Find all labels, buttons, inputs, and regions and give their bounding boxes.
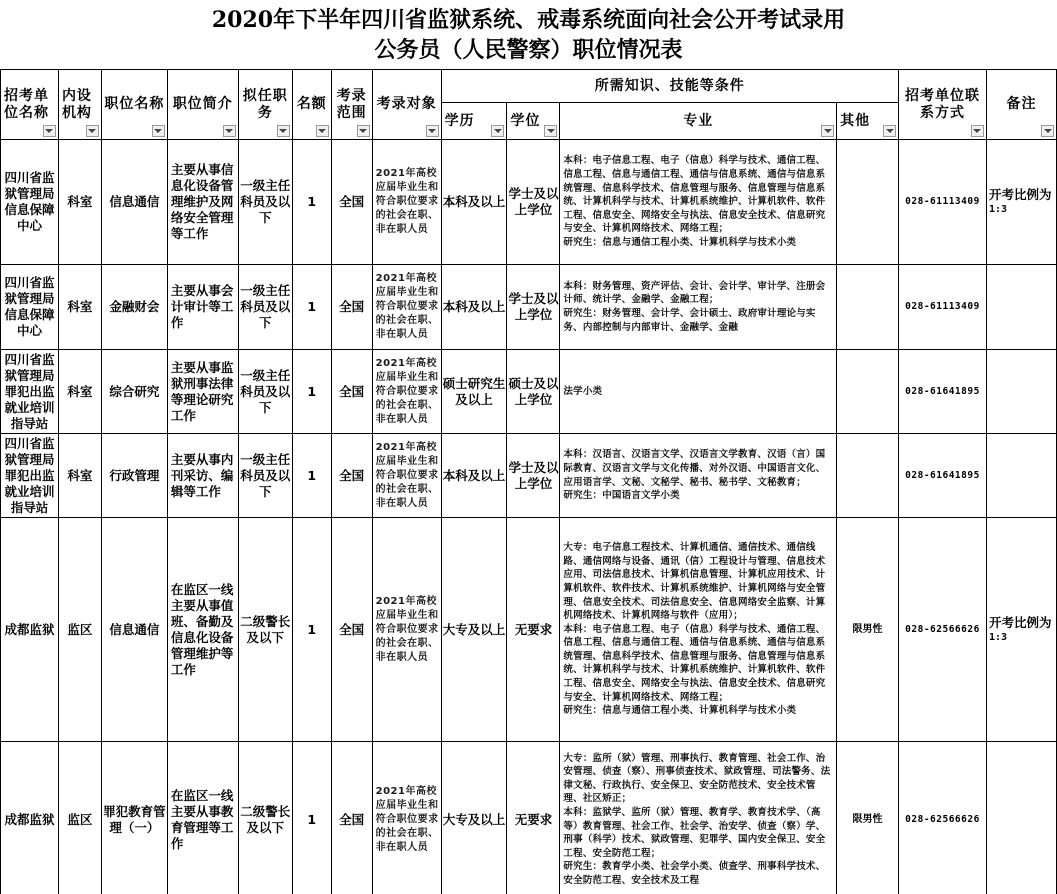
- cell-position-name: 信息通信: [101, 518, 167, 742]
- cell-major: 大专：监所（狱）管理、刑事执行、教育管理、社会工作、治安管理、侦查（察）、刑事侦查技术、狱政管理、司法警务、法律文秘、行政执行、安全保卫、安全防范技术、安全技术管理、社区矫正； 本科：监狱学、监所（狱）管理、教育学、教育技术学、（高等）教育管理、社会工作、社会学、治安学、侦查（察）学、刑事（科学）技术、狱政管理、犯罪学、国内安全保卫、安全工程、安全防范工程； 研究生：教育学小类、社会学小类、侦查学、刑事科学技术、安全防范工程、安全技术及工程: [560, 742, 837, 894]
- title-line-2: 公务员（人民警察）职位情况表: [374, 37, 683, 63]
- cell-other: [837, 265, 899, 350]
- header-scope: 考录范围: [331, 70, 372, 140]
- cell-education: 本科及以上: [441, 265, 507, 350]
- table-row: [1, 140, 1057, 265]
- positions-table: [0, 69, 1057, 894]
- header-target: 考录对象: [372, 70, 441, 140]
- cell-target: 2021年高校应届毕业生和符合职位要求的社会在职、非在职人员: [372, 742, 441, 894]
- filter-dropdown-icon[interactable]: [86, 125, 99, 137]
- cell-notes: 开考比例为 1:3: [986, 518, 1056, 742]
- cell-major: 本科：电子信息工程、电子（信息）科学与技术、通信工程、信息工程、信息与通信工程、通信与信息系统、通信与信息系统管理、信息科学技术、信息管理与服务、信息管理与信息系统、计算机科学与技术、计算机系统维护、计算机软件、软件工程、信息安全、网络安全与执法、信息安全技术、信息研究与安全、计算机网络技术、网络工程； 研究生：信息与通信工程小类、计算机科学与技术小类: [560, 140, 837, 265]
- header-contact: 招考单位联系方式: [899, 70, 987, 140]
- filter-dropdown-icon[interactable]: [223, 125, 236, 137]
- header-position-name: 职位名称: [101, 70, 167, 140]
- cell-target: 2021年高校应届毕业生和符合职位要求的社会在职、非在职人员: [372, 518, 441, 742]
- header-notes: 备注: [986, 70, 1056, 140]
- header-degree: 学位: [507, 103, 560, 140]
- filter-dropdown-icon[interactable]: [883, 125, 896, 137]
- cell-scope: 全国: [331, 265, 372, 350]
- cell-contact: 028-61641895: [899, 350, 987, 434]
- cell-degree: 学士及以上学位: [507, 140, 560, 265]
- header-education: 学历: [441, 103, 507, 140]
- cell-education: 大专及以上: [441, 742, 507, 894]
- cell-unit: 四川省监狱管理局罪犯出监就业培训指导站: [1, 434, 59, 518]
- cell-degree: 学士及以上学位: [507, 434, 560, 518]
- cell-position-desc: 主要从事监狱刑事法律等理论研究工作: [167, 350, 238, 434]
- page-title: [0, 0, 1057, 70]
- cell-contact: 028-62566626: [899, 518, 987, 742]
- filter-dropdown-icon[interactable]: [1041, 125, 1054, 137]
- header-quota: 名额: [292, 70, 331, 140]
- cell-contact: 028-61113409: [899, 265, 987, 350]
- cell-scope: 全国: [331, 350, 372, 434]
- filter-dropdown-icon[interactable]: [971, 125, 984, 137]
- filter-dropdown-icon[interactable]: [316, 125, 329, 137]
- cell-department: 监区: [58, 518, 101, 742]
- cell-position-desc: 在监区一线主要从事值班、备勤及信息化设备管理维护等工作: [167, 518, 238, 742]
- table-row: [1, 742, 1057, 894]
- cell-other: [837, 140, 899, 265]
- cell-quota: 1: [292, 265, 331, 350]
- cell-quota: 1: [292, 350, 331, 434]
- cell-contact: 028-61113409: [899, 140, 987, 265]
- cell-department: 科室: [58, 350, 101, 434]
- cell-notes: [986, 265, 1056, 350]
- cell-target: 2021年高校应届毕业生和符合职位要求的社会在职、非在职人员: [372, 350, 441, 434]
- filter-dropdown-icon[interactable]: [821, 125, 834, 137]
- filter-dropdown-icon[interactable]: [491, 125, 504, 137]
- cell-degree: 学士及以上学位: [507, 265, 560, 350]
- cell-position-desc: 主要从事内刊采访、编辑等工作: [167, 434, 238, 518]
- filter-dropdown-icon[interactable]: [544, 125, 557, 137]
- cell-department: 科室: [58, 265, 101, 350]
- cell-notes: [986, 742, 1056, 894]
- cell-rank: 二级警长及以下: [238, 742, 292, 894]
- header-other: 其他: [837, 103, 899, 140]
- cell-position-name: 罪犯教育管理（一）: [101, 742, 167, 894]
- cell-department: 科室: [58, 140, 101, 265]
- cell-degree: 无要求: [507, 742, 560, 894]
- filter-dropdown-icon[interactable]: [277, 125, 290, 137]
- cell-quota: 1: [292, 140, 331, 265]
- cell-education: 大专及以上: [441, 518, 507, 742]
- header-position-desc: 职位简介: [167, 70, 238, 140]
- cell-unit: 四川省监狱管理局罪犯出监就业培训指导站: [1, 350, 59, 434]
- cell-major: 大专：电子信息工程技术、计算机通信、通信技术、通信线路、通信网络与设备、通讯（信）工程设计与管理、信息技术应用、司法信息技术、计算机信息管理、计算机应用技术、计算机软件、软件技术、计算机系统维护、计算机网络与安全管理、信息安全技术、司法信息安全、信息网络安全监察、计算机网络技术、计算机网络与软件（应用）； 本科：电子信息工程、电子（信息）科学与技术、通信工程、信息工程、信息与通信工程、通信与信息系统、通信与信息系统管理、信息科学技术、信息管理与服务、信息管理与信息系统、计算机科学与技术、计算机系统维护、计算机软件、软件工程、信息安全、网络安全与执法、信息安全技术、信息研究与安全、计算机网络技术、网络工程； 研究生：信息与通信工程小类、计算机科学与技术小类: [560, 518, 837, 742]
- header-department: 内设机构: [58, 70, 101, 140]
- cell-degree: 硕士及以上学位: [507, 350, 560, 434]
- cell-scope: 全国: [331, 434, 372, 518]
- filter-dropdown-icon[interactable]: [426, 125, 439, 137]
- cell-unit: 四川省监狱管理局信息保障中心: [1, 140, 59, 265]
- filter-dropdown-icon[interactable]: [43, 125, 56, 137]
- cell-education: 本科及以上: [441, 140, 507, 265]
- title-line-1: 2020年下半年四川省监狱系统、戒毒系统面向社会公开考试录用: [211, 7, 846, 33]
- cell-unit: 四川省监狱管理局信息保障中心: [1, 265, 59, 350]
- cell-position-desc: 主要从事信息化设备管理维护及网络安全管理等工作: [167, 140, 238, 265]
- cell-contact: 028-61641895: [899, 434, 987, 518]
- cell-notes: [986, 350, 1056, 434]
- cell-position-desc: 在监区一线主要从事教育管理等工作: [167, 742, 238, 894]
- cell-position-name: 金融财会: [101, 265, 167, 350]
- cell-unit: 成都监狱: [1, 518, 59, 742]
- header-major: 专业: [560, 103, 837, 140]
- table-row: [1, 434, 1057, 518]
- cell-rank: 一级主任科员及以下: [238, 434, 292, 518]
- cell-major: 法学小类: [560, 350, 837, 434]
- cell-scope: 全国: [331, 518, 372, 742]
- cell-other: [837, 434, 899, 518]
- cell-other: 限男性: [837, 518, 899, 742]
- cell-quota: 1: [292, 742, 331, 894]
- filter-dropdown-icon[interactable]: [152, 125, 165, 137]
- cell-notes: [986, 434, 1056, 518]
- header-unit: 招考单位名称: [1, 70, 59, 140]
- cell-position-name: 行政管理: [101, 434, 167, 518]
- table-row: [1, 350, 1057, 434]
- cell-department: 科室: [58, 434, 101, 518]
- cell-rank: 一级主任科员及以下: [238, 265, 292, 350]
- filter-dropdown-icon[interactable]: [357, 125, 370, 137]
- cell-target: 2021年高校应届毕业生和符合职位要求的社会在职、非在职人员: [372, 434, 441, 518]
- cell-major: 本科：汉语言、汉语言文学、汉语言文学教育、汉语（言）国际教育、汉语言文学与文化传播、对外汉语、中国语言文化、应用语言学、文秘、文秘学、秘书、秘书学、文秘教育； 研究生：中国语言文学小类: [560, 434, 837, 518]
- header-rank: 拟任职务: [238, 70, 292, 140]
- cell-target: 2021年高校应届毕业生和符合职位要求的社会在职、非在职人员: [372, 140, 441, 265]
- cell-scope: 全国: [331, 742, 372, 894]
- cell-notes: 开考比例为 1:3: [986, 140, 1056, 265]
- cell-rank: 二级警长及以下: [238, 518, 292, 742]
- cell-degree: 无要求: [507, 518, 560, 742]
- cell-quota: 1: [292, 518, 331, 742]
- cell-rank: 一级主任科员及以下: [238, 140, 292, 265]
- cell-education: 硕士研究生及以上: [441, 350, 507, 434]
- cell-position-name: 信息通信: [101, 140, 167, 265]
- cell-scope: 全国: [331, 140, 372, 265]
- cell-major: 本科：财务管理、资产评估、会计、会计学、审计学、注册会计师、统计学、金融学、金融工程； 研究生：财务管理、会计学、会计硕士、政府审计理论与实务、内部控制与内部审计、金融学、金融: [560, 265, 837, 350]
- cell-rank: 一级主任科员及以下: [238, 350, 292, 434]
- table-row: [1, 265, 1057, 350]
- cell-position-name: 综合研究: [101, 350, 167, 434]
- cell-contact: 028-62566626: [899, 742, 987, 894]
- table-row: [1, 518, 1057, 742]
- cell-other: [837, 350, 899, 434]
- header-conditions-group: 所需知识、技能等条件: [441, 70, 898, 103]
- cell-other: 限男性: [837, 742, 899, 894]
- cell-quota: 1: [292, 434, 331, 518]
- cell-unit: 成都监狱: [1, 742, 59, 894]
- cell-position-desc: 主要从事会计审计等工作: [167, 265, 238, 350]
- cell-education: 本科及以上: [441, 434, 507, 518]
- cell-target: 2021年高校应届毕业生和符合职位要求的社会在职、非在职人员: [372, 265, 441, 350]
- cell-department: 监区: [58, 742, 101, 894]
